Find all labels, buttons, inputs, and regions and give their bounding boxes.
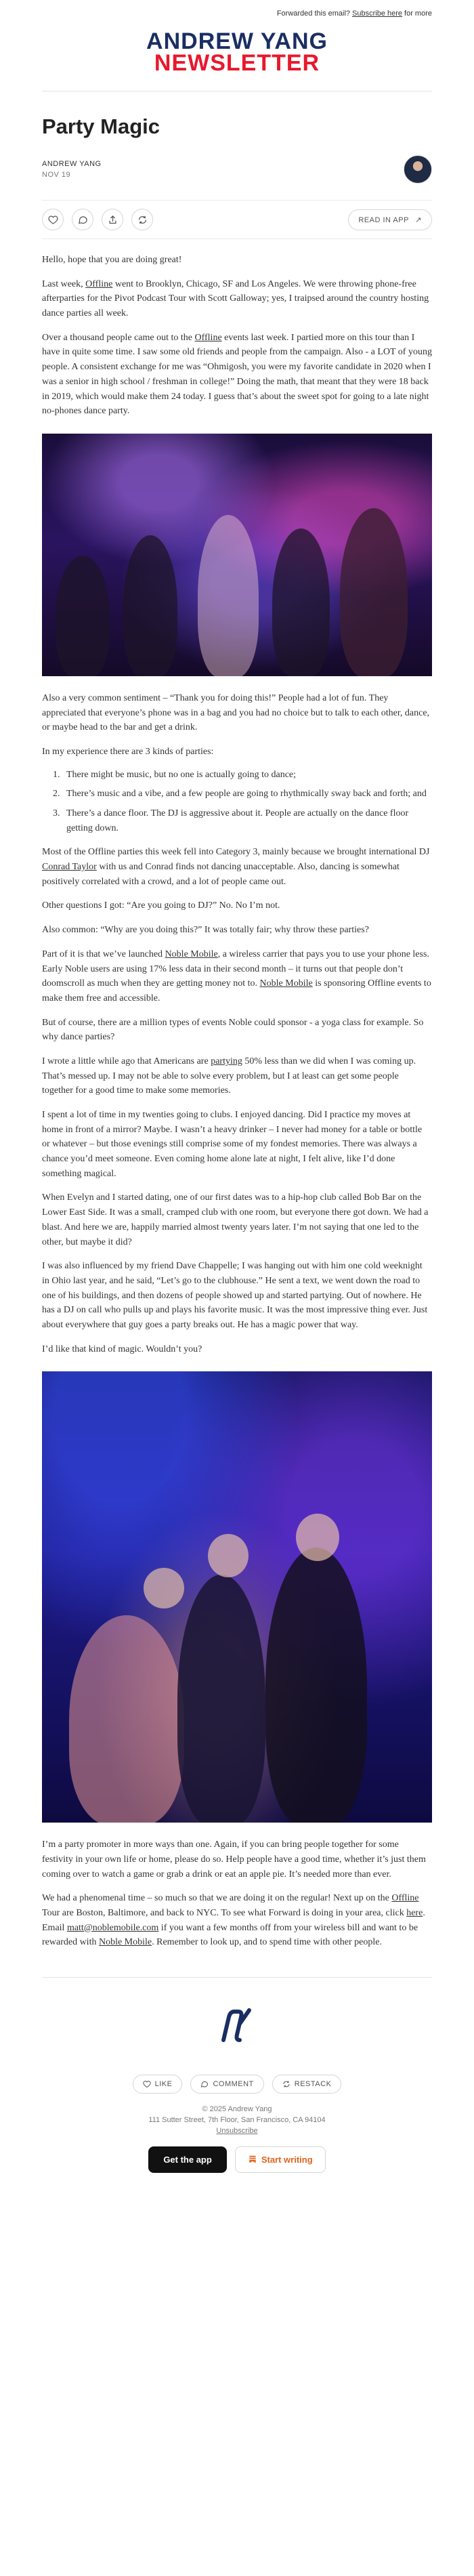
paragraph: I wrote a little while ago that Americans are partying 50% less than we did when I was coming up. That’s messed up. I may not be able to solve every problem, but I at least can get some people together for a good time to make some memories.	[42, 1056, 416, 1096]
postal-address: 111 Sutter Street, 7th Floor, San Francisco, CA 94104	[148, 2116, 326, 2125]
restack-arrows-icon	[282, 2080, 290, 2088]
author-avatar[interactable]	[404, 155, 432, 184]
post-body	[42, 253, 432, 1950]
party-photo-group	[42, 1371, 432, 1823]
start-writing-label: Start writing	[261, 2154, 313, 2165]
offline-link[interactable]: Offline	[85, 278, 113, 289]
logo-line-2: NEWSLETTER	[154, 50, 320, 76]
substack-icon	[248, 2155, 257, 2164]
paragraph: Also common: “Why are you doing this?” It was totally fair; why throw these parties?	[42, 925, 369, 936]
footer-logo-icon[interactable]	[42, 2005, 432, 2049]
paragraph: I’m a party promoter in more ways than one. Again, if you can bring people together for some festivity in your own life or home, please do so. Help people have a good time, whether it’s just them coming over to watch a game or grab a drink or eat an apple pie. It’s needed more than ever.	[42, 1840, 426, 1879]
post-actions-bar	[42, 200, 432, 239]
paragraph: But of course, there are a million types of events Noble could sponsor - a yoga class for example. So why dance parties?	[42, 1017, 424, 1043]
footer-cta	[42, 2146, 432, 2173]
subscribe-link[interactable]: Subscribe here	[352, 9, 403, 18]
comment-bubble-icon	[200, 2080, 209, 2088]
paragraph: I spent a lot of time in my twenties going to clubs. I enjoyed dancing. Did I practice my moves at home in front of a mirror? Maybe. I wasn’t a heavy drinker – I never had money for a table or bottle or whatever – but those evenings still comprise some of my fondest memories. There was always a chance you’d meet someone. Even coming home alone late at night, I felt alive, like I’d done something magical.	[42, 1110, 423, 1179]
share-icon[interactable]	[102, 209, 123, 230]
list-item: 2. There’s music and a vibe, and a few people are going to rhythmically sway back and forth; and	[62, 787, 432, 802]
post-title[interactable]: Party Magic	[42, 115, 160, 138]
list-item: 3. There’s a dance floor. The DJ is aggressive about it. People are actually on the dance floor getting down.	[62, 806, 432, 835]
footer-restack-button[interactable]	[272, 2075, 342, 2094]
paragraph: I was also influenced by my friend Dave Chappelle; I was hanging out with him one cold weeknight in Ohio last year, and he said, “Let’s go to the clubhouse.” He sent a text, we went down the road to one of his buildings, and then dozens of people showed up and started partying. Out of nowhere. He has a DJ on call who pulls up and plays his favorite music. It was the most impressive thing ever. Just about everywhere that guy goes a party breaks out. He has a magic power that way.	[42, 1261, 428, 1330]
paragraph: Part of it is that we’ve launched Noble Mobile, a wireless carrier that pays you to use your phone less. Early Noble users are using 17% less data in their second month – it turns out that people don’t doomscroll as much when they are getting money not to. Noble Mobile is sponsoring Offline events to make them free and accessible.	[42, 949, 431, 1003]
paragraph: When Evelyn and I started dating, one of our first dates was to a hip-hop club called Bob Bar on the Lower East Side. It was a small, cramped club with one room, but everyone there got down. We had a blast. And here we are, happily married almost twenty years later. I’m not saying that one led to the other, but maybe it did?	[42, 1192, 429, 1247]
offline-link[interactable]: Offline	[391, 1893, 419, 1904]
forward-suffix: for more	[404, 9, 432, 18]
read-in-app-label: READ IN APP	[358, 215, 409, 224]
get-the-app-button[interactable]: Get the app	[148, 2146, 227, 2173]
copyright: © 2025 Andrew Yang	[202, 2105, 272, 2114]
party-photo-dance-floor	[42, 434, 432, 676]
like-icon[interactable]	[42, 209, 64, 230]
email-link[interactable]: matt@noblemobile.com	[66, 1922, 159, 1933]
footer-actions	[42, 2075, 432, 2094]
restack-label: RESTACK	[294, 2080, 332, 2089]
footer-address	[42, 2104, 432, 2137]
noble-mobile-link[interactable]: Noble Mobile	[98, 1937, 152, 1948]
start-writing-button[interactable]	[235, 2146, 326, 2173]
conrad-taylor-link[interactable]: Conrad Taylor	[42, 862, 97, 873]
offline-link[interactable]: Offline	[194, 332, 222, 343]
paragraph: Other questions I got: “Are you going to DJ?” No. No I’m not.	[42, 900, 280, 911]
forward-bar	[0, 0, 474, 27]
like-label: LIKE	[154, 2080, 173, 2089]
footer-divider	[42, 1977, 432, 1978]
footer-comment-button[interactable]	[190, 2075, 263, 2094]
partying-link[interactable]: partying	[211, 1056, 242, 1066]
here-link[interactable]: here	[406, 1908, 423, 1919]
noble-mobile-link[interactable]: Noble Mobile	[165, 949, 218, 959]
arrow-up-right-icon: ↗	[415, 215, 422, 224]
restack-icon[interactable]	[131, 209, 153, 230]
comment-icon[interactable]	[72, 209, 93, 230]
comment-label: COMMENT	[213, 2080, 254, 2089]
post-meta	[42, 155, 432, 184]
footer-like-button[interactable]	[133, 2075, 183, 2094]
paragraph: Over a thousand people came out to the Offline events last week. I partied more on this tour than I have in quite some time. I saw some old friends and people from the campaign. Also - a LOT of young people. A consistent exchange for me was “Ohmigosh, you were my favorite candidate in 2020 when I was a senior in high school / freshman in college!” Doing the math, that meant that they were 18 back in 2019, which would make them 24 today. I guess that’s about the sweet spot for going to a late night no-phones dance party.	[42, 332, 432, 417]
author-name[interactable]: ANDREW YANG	[42, 160, 102, 168]
post-date: NOV 19	[42, 171, 71, 179]
paragraph: I’d like that kind of magic. Wouldn’t you?	[42, 1344, 202, 1354]
paragraph: Most of the Offline parties this week fell into Category 3, mainly because we brought international DJ Conrad Taylor with us and Conrad finds not dancing unacceptable. Also, dancing is somewhat positively correlated with a crowd, and a lot of people came out.	[42, 847, 430, 887]
paragraph: Hello, hope that you are doing great!	[42, 255, 182, 265]
heart-icon	[143, 2080, 151, 2088]
paragraph: In my experience there are 3 kinds of parties:	[42, 746, 214, 757]
read-in-app-button[interactable]	[348, 209, 432, 230]
forward-text: Forwarded this email?	[276, 9, 351, 18]
logo-line-1: ANDREW YANG	[146, 28, 328, 54]
paragraph: Last week, Offline went to Brooklyn, Chicago, SF and Los Angeles. We were throwing phone-free afterparties for the Pivot Podcast Tour with Scott Galloway; yes, I traipsed around the country hosting dance parties all week.	[42, 278, 429, 319]
noble-mobile-link[interactable]: Noble Mobile	[259, 978, 313, 989]
party-types-list	[62, 768, 432, 836]
paragraph: We had a phenomenal time – so much so that we are doing it on the regular! Next up on the Offline Tour are Boston, Baltimore, and back to NYC. To see what Forward is doing in your area, click here. Email matt@noblemobile.com if you want a few months off from your wireless bill and want to be rewarded with Noble Mobile. Remember to look up, and to spend time with other people.	[42, 1893, 425, 1948]
newsletter-logo[interactable]	[42, 30, 432, 75]
unsubscribe-link[interactable]: Unsubscribe	[216, 2127, 258, 2135]
list-item: 1. There might be music, but no one is actually going to dance;	[62, 768, 432, 783]
paragraph: Also a very common sentiment – “Thank you for doing this!” People had a lot of fun. They appreciated that everyone’s phone was in a bag and you had no choice but to talk to each other, dance, or maybe head to the bar and get a drink.	[42, 692, 430, 733]
